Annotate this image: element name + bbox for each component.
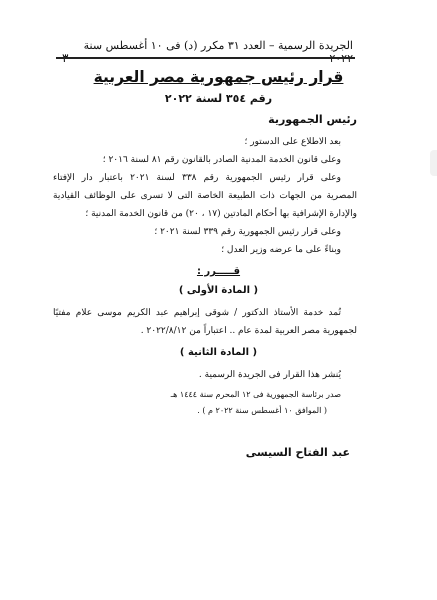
article-1-heading: ( المادة الأولى ) [178,285,259,296]
decree-title: قرار رئيس جمهورية مصر العربية [93,68,344,86]
signature-name: عبد الفتاح السيسى [245,446,350,459]
decree-word [0,266,437,278]
page-edge-marker [430,150,437,176]
article-2-heading: ( المادة الثانية ) [179,347,258,358]
gazette-issue-line: الجريدة الرسمية – العدد ٣١ مكرر (د) فى ١٠ أغسطس سنة [83,39,353,52]
preamble-line: والإدارة الإشرافية بها أحكام المادتين (١٧ ، ٢٠) من قانون الخدمة المدنية ؛ [85,209,357,219]
preamble-line: وعلى قرار رئيس الجمهورية رقم ٣٣٨ لسنة ٢٠٢١ باعتبار دار الإفتاء [53,173,341,183]
preamble-line: بعد الاطلاع على الدستور ؛ [244,137,341,147]
preamble-line: وعلى قرار رئيس الجمهورية رقم ٣٣٩ لسنة ٢٠٢١ ؛ [154,227,341,237]
issued-line-1: صدر برئاسة الجمهورية فى ١٢ المحرم سنة ١٤٤٤ هـ [170,390,341,399]
header-divider [56,57,355,59]
decree-number: رقم ٣٥٤ لسنة ٢٠٢٢ [164,92,273,105]
preamble-line: المصرية من الجهات ذات الطبيعة الخاصة التى لا تسرى على الوظائف القيادية [53,191,357,201]
issuer-heading: رئيس الجمهورية [268,113,357,126]
page-header [62,39,353,65]
article-2-text: يُنشر هذا القرار فى الجريدة الرسمية . [198,370,341,380]
article-1-line: لجمهورية مصر العربية لمدة عام .. اعتباراً من ٢٠٢٢/٨/١٢ . [140,326,357,336]
article-1-line: تُمد خدمة الأستاذ الدكتور / شوقى إبراهيم عبد الكريم موسى علام مفتيًا [53,308,341,318]
issued-line-2: ( الموافق ١٠ أغسطس سنة ٢٠٢٢ م ) . [197,406,327,415]
decree-word-text: قـــــرر : [196,266,241,277]
preamble-line: وعلى قانون الخدمة المدنية الصادر بالقانون رقم ٨١ لسنة ٢٠١٦ ؛ [102,155,341,165]
preamble-line: وبناءً على ما عرضه وزير العدل ؛ [221,245,341,255]
